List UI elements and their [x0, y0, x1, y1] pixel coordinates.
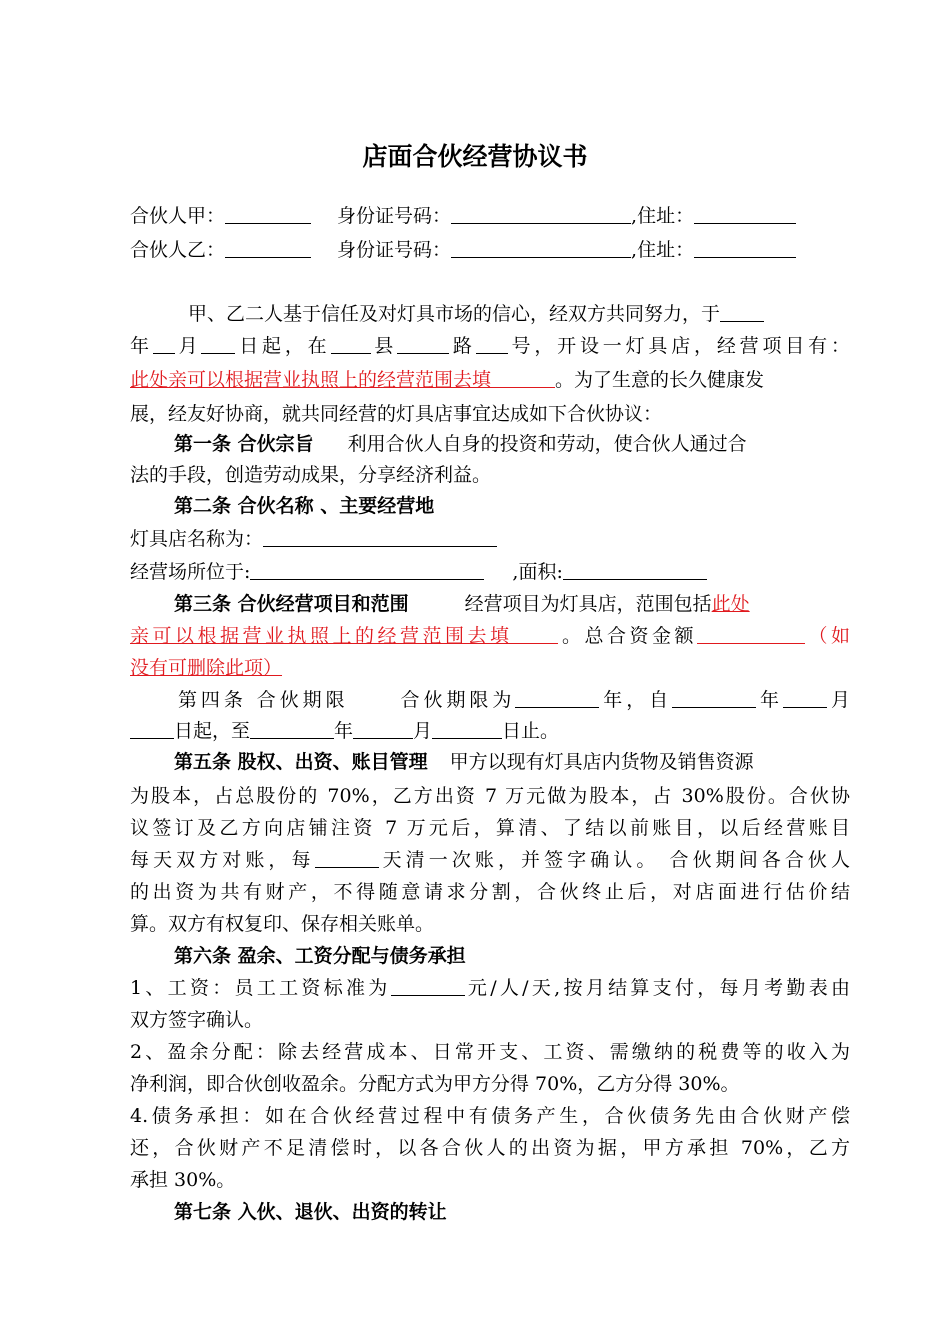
term-start-month-blank[interactable] [783, 687, 827, 708]
year-label: 年 [130, 335, 153, 357]
reconcile-days-blank[interactable] [315, 847, 379, 868]
intro-text-cont: 。为了生意的长久健康发 [555, 369, 765, 391]
article-3-text: 经营项目为灯具店，范围包括 [464, 593, 712, 615]
debt-line-1: 4.债务承担：如在合伙经营过程中有债务产生，合伙债务先由合伙财产偿 [130, 1105, 850, 1127]
document-title: 店面合伙经营协议书 [362, 142, 588, 171]
term-start-month-label: 月 [827, 689, 850, 711]
article-5-heading: 第五条 股权、出资、账目管理 [174, 751, 428, 773]
business-scope-blank[interactable] [491, 367, 555, 388]
article-1-line-2: 法的手段，创造劳动成果，分享经济利益。 [130, 464, 492, 486]
wage-line-2: 双方签字确认。 [130, 1009, 264, 1031]
article-5-line-5: 的出资为共有财产，不得随意请求分割，合伙终止后，对店面进行估价结 [130, 881, 850, 903]
partner-a-id-label: 身份证号码： [337, 205, 452, 227]
article-3-line-3 [130, 654, 850, 682]
profit-line-1: 2、盈余分配：除去经营成本、日常开支、工资、需缴纳的税费等的收入为 [130, 1041, 850, 1063]
term-start-day-blank[interactable] [130, 718, 174, 739]
number-blank[interactable] [476, 333, 508, 354]
article-4-line-1 [130, 686, 850, 714]
partner-a-addr-label: ,住址： [631, 205, 695, 227]
reconcile-text: 每天双方对账，每 [130, 849, 315, 871]
article-5-text: 甲方以现有灯具店内货物及销售资源 [449, 751, 754, 773]
wage-label: 1、工资：员工工资标准为 [130, 977, 391, 999]
article-5-line-3: 议签订及乙方向店铺注资 7 万元后，算清、了结以前账目，以后经营账目 [130, 817, 850, 839]
term-start-year-label: 年 [756, 689, 784, 711]
shop-place-line [130, 558, 850, 586]
optional-note-start: （如 [804, 625, 850, 647]
partner-b-addr-label: ,住址： [631, 239, 695, 261]
wage-line-1 [130, 974, 850, 1002]
article-4-heading: 第四条 合伙期限 [174, 689, 349, 711]
profit-line-2: 净利润，即合伙创收盈余。分配方式为甲方分得 70%，乙方分得 30%。 [130, 1073, 740, 1095]
partner-b-addr-blank[interactable] [694, 237, 796, 258]
article-2-heading-line [130, 492, 850, 520]
partner-a-line [130, 202, 850, 230]
term-label: 合伙期限为 [396, 689, 516, 711]
road-label: 路 [449, 335, 476, 357]
article-4-line-2 [130, 717, 850, 745]
article-3-line-1 [130, 590, 850, 618]
total-capital-label: 。总合资金额 [558, 625, 697, 647]
partner-a-label: 合伙人甲： [130, 205, 226, 227]
partner-b-id-label: 身份证号码： [337, 239, 452, 261]
term-end-month-blank[interactable] [353, 718, 413, 739]
intro-line-2 [130, 332, 850, 360]
article-1-heading: 第一条 合伙宗旨 [174, 433, 314, 455]
business-items-text: 号，开设一灯具店，经营项目有： [507, 335, 850, 357]
shop-area-label: ,面积: [512, 561, 563, 583]
partner-a-addr-blank[interactable] [694, 203, 796, 224]
partner-b-label: 合伙人乙： [130, 239, 226, 261]
term-years-blank[interactable] [515, 687, 599, 708]
term-start-year-blank[interactable] [672, 687, 756, 708]
article-3-scope-blank[interactable] [512, 623, 558, 644]
intro-line-1 [130, 300, 850, 328]
term-end-month-label: 月 [413, 720, 433, 742]
article-5-line-6: 算。双方有权复印、保存相关账单。 [130, 913, 435, 935]
article-5-line-4 [130, 846, 850, 874]
partner-b-name-blank[interactable] [225, 237, 311, 258]
article-3-placeholder-start[interactable]: 此处 [711, 593, 750, 615]
article-1-line-1 [130, 430, 850, 458]
partner-b-id-blank[interactable] [451, 237, 631, 258]
article-7-heading-line [130, 1198, 850, 1226]
wage-text: 元/人/天,按月结算支付，每月考勤表由 [464, 977, 851, 999]
shop-name-blank[interactable] [263, 526, 497, 547]
intro-line-4: 展，经友好协商，就共同经营的灯具店事宜达成如下合伙协议： [130, 403, 663, 425]
intro-line-3 [130, 366, 850, 394]
business-scope-placeholder[interactable]: 此处亲可以根据营业执照上的经营范围去填 [130, 369, 492, 391]
article-5-line-1 [130, 748, 850, 776]
shop-area-blank[interactable] [563, 559, 707, 580]
article-6-heading-line [130, 942, 850, 970]
term-end-year-blank[interactable] [250, 718, 334, 739]
county-blank[interactable] [331, 333, 371, 354]
shop-name-line [130, 525, 850, 553]
debt-line-2: 还，合伙财产不足清偿时，以各合伙人的出资为据，甲方承担 70%，乙方 [130, 1137, 850, 1159]
start-year-cont-blank[interactable] [153, 333, 175, 354]
term-start-day-label: 日起，至 [174, 720, 251, 742]
term-end-day-label: 日止。 [502, 720, 560, 742]
county-label: 县 [370, 335, 398, 357]
total-capital-blank[interactable] [697, 623, 805, 644]
partner-a-name-blank[interactable] [225, 203, 311, 224]
article-2-heading: 第二条 合伙名称 、主要经营地 [174, 495, 435, 517]
partner-a-id-blank[interactable] [451, 203, 631, 224]
article-7-heading: 第七条 入伙、退伙、出资的转让 [174, 1201, 447, 1223]
debt-line-3: 承担 30%。 [130, 1169, 236, 1191]
start-year-blank[interactable] [720, 301, 764, 322]
shop-place-blank[interactable] [250, 559, 484, 580]
term-end-year-label: 年 [334, 720, 354, 742]
shop-name-label: 灯具店名称为： [130, 528, 264, 550]
month-label: 月 [174, 335, 202, 357]
start-month-blank[interactable] [201, 333, 235, 354]
optional-note: 没有可删除此项） [130, 657, 283, 679]
day-label: 日起，在 [235, 335, 331, 357]
partner-b-line [130, 236, 850, 264]
article-3-heading: 第三条 合伙经营项目和范围 [174, 593, 409, 615]
wage-amount-blank[interactable] [391, 975, 465, 996]
article-6-heading: 第六条 盈余、工资分配与债务承担 [174, 945, 466, 967]
reconcile-text-cont: 天清一次账，并签字确认。 合伙期间各合伙人 [378, 849, 850, 871]
shop-place-label: 经营场所位于: [130, 561, 251, 583]
term-end-day-blank[interactable] [432, 718, 502, 739]
road-blank[interactable] [397, 333, 449, 354]
article-1-text: 利用合伙人自身的投资和劳动，使合伙人通过合 [347, 433, 747, 455]
article-3-line-2 [130, 622, 850, 650]
intro-text: 甲、乙二人基于信任及对灯具市场的信心，经双方共同努力，于 [188, 303, 721, 325]
article-5-line-2: 为股本，占总股份的 70%，乙方出资 7 万元做为股本，占 30%股份。合伙协 [130, 785, 850, 807]
term-year-from: 年，自 [599, 689, 673, 711]
article-3-placeholder[interactable]: 亲可以根据营业执照上的经营范围去填 [130, 625, 513, 647]
